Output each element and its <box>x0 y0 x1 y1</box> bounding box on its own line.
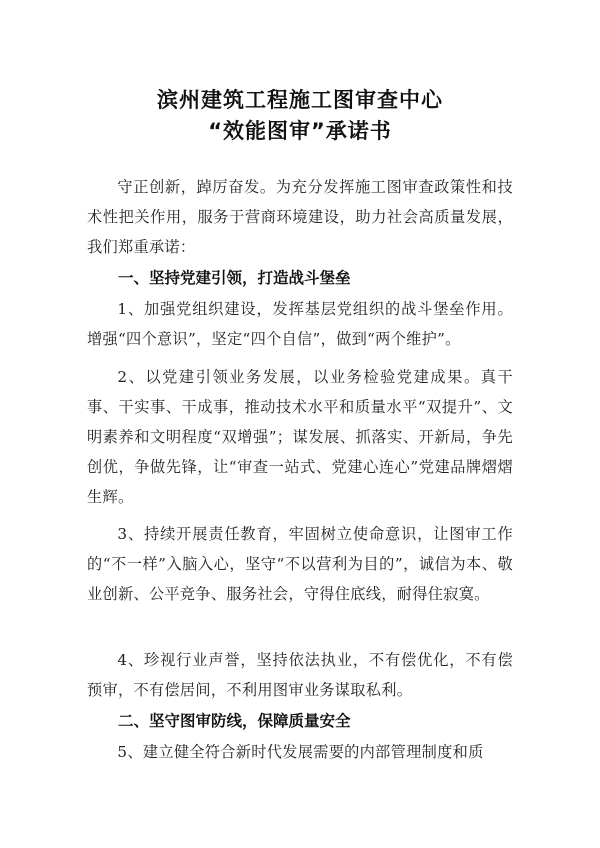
intro-paragraph: 守正创新，踔厉奋发。为充分发挥施工图审查政策性和技术性把关作用，服务于营商环境建设，助力社会高质量发展，我们郑重承诺： <box>87 178 513 256</box>
section-heading-1: 一、坚持党建引领，打造战斗堡垒 <box>118 269 351 287</box>
document-title-line-2: “效能图审”承诺书 <box>208 119 392 143</box>
commitment-paragraph-3: 3、持续开展责任教育，牢固树立使命意识，让图审工作的“不一样”入脑入心，坚守“不以营利为目的”，诚信为本、敬业创新、公平竞争、服务社会，守得住底线，耐得住寂寞。 <box>87 525 513 603</box>
commitment-paragraph-5: 5、建立健全符合新时代发展需要的内部管理制度和质 <box>117 743 484 761</box>
commitment-paragraph-4: 4、珍视行业声誉，坚持依法执业，不有偿优化，不有偿预审，不有偿居间，不利用图审业务谋取私利。 <box>87 651 513 699</box>
commitment-paragraph-1: 1、加强党组织建设，发挥基层党组织的战斗堡垒作用。增强“四个意识”，坚定“四个自信”，做到“两个维护”。 <box>87 300 513 348</box>
commitment-paragraph-2: 2、以党建引领业务发展，以业务检验党建成果。真干事、干实事、干成事，推动技术水平和质量水平“双提升”、文明素养和文明程度“双增强”；谋发展、抓落实、开新局，争先创优，争做先锋，让“审查一站式、党建心连心”党建品牌熠熠生辉。 <box>87 368 513 506</box>
document-title-line-1: 滨州建筑工程施工图审查中心 <box>157 88 443 112</box>
section-heading-2: 二、坚守图审防线，保障质量安全 <box>118 712 351 730</box>
